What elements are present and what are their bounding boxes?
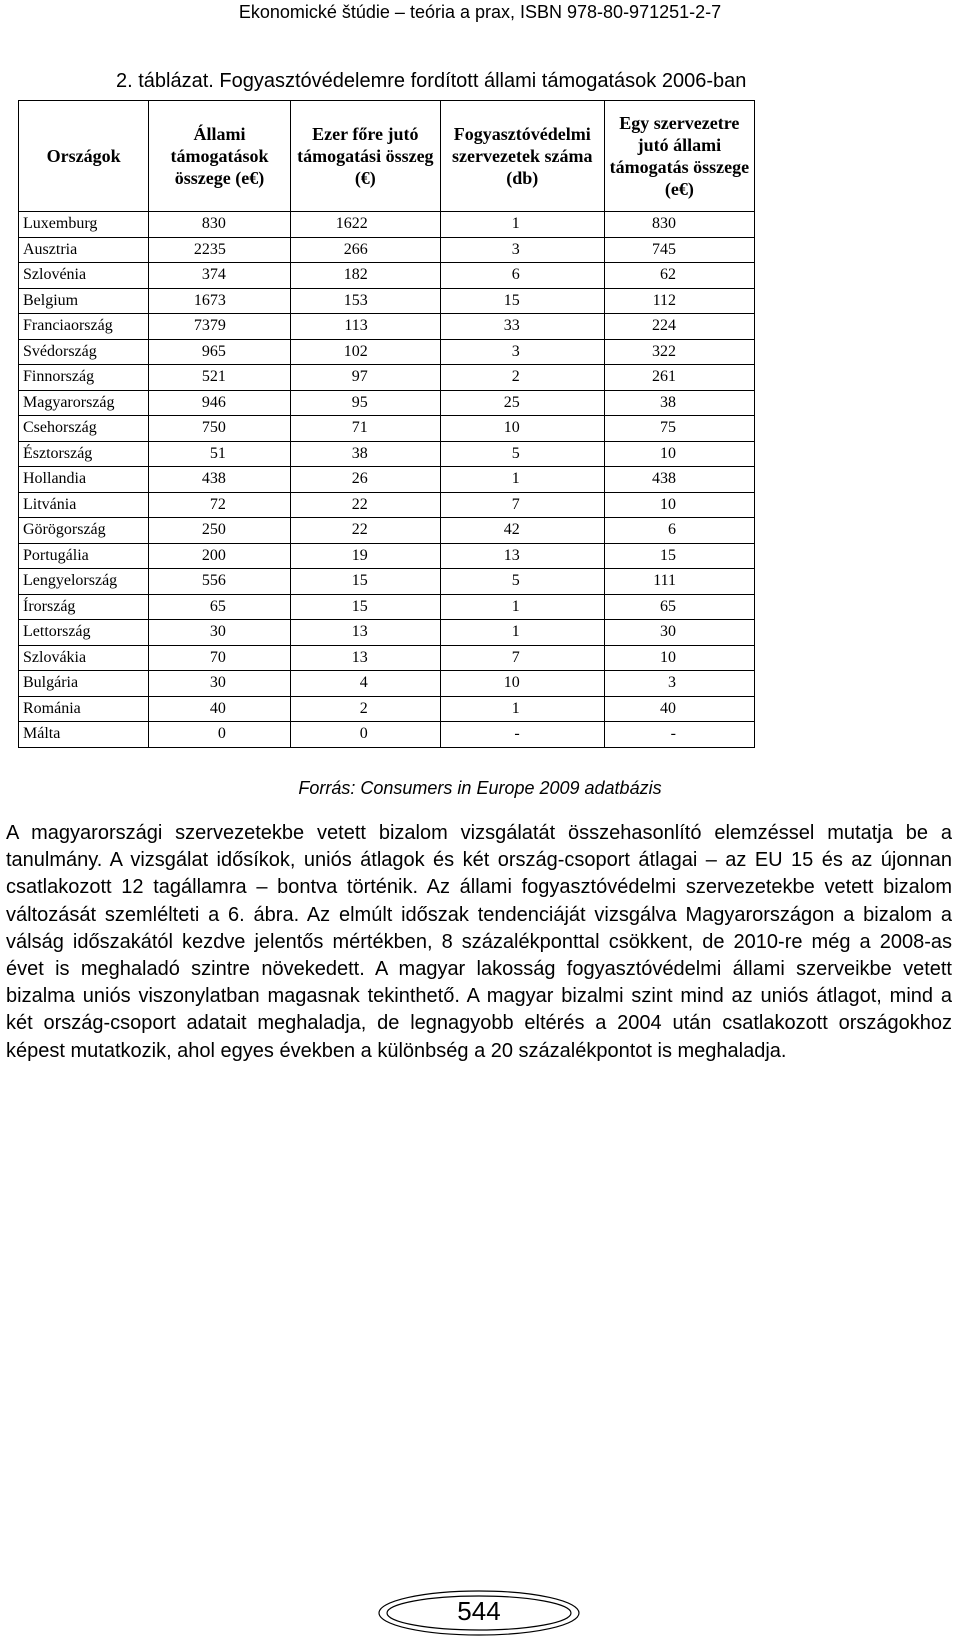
table-cell-value: 322	[604, 339, 754, 365]
table-cell-value: 200	[149, 543, 291, 569]
table-cell-value: 0	[149, 722, 291, 748]
table-cell-value: 3	[440, 237, 604, 263]
table-cell-country: Románia	[19, 696, 149, 722]
table-cell-value: 0	[290, 722, 440, 748]
table-cell-value: 2	[290, 696, 440, 722]
table-cell-value: 3	[604, 671, 754, 697]
table-cell-value: 112	[604, 288, 754, 314]
table-row	[19, 543, 755, 569]
table-header-row	[19, 101, 755, 212]
table-row	[19, 518, 755, 544]
table-cell-value: 10	[440, 416, 604, 442]
table-cell-value: 965	[149, 339, 291, 365]
page-number: 544	[457, 1596, 501, 1626]
running-header: Ekonomické štúdie – teória a prax, ISBN 978-80-971251-2-7	[238, 2, 722, 22]
table-row	[19, 416, 755, 442]
column-header-organisations: Fogyasztóvédelmi szervezetek száma (db)	[440, 101, 604, 212]
table-cell-country: Franciaország	[19, 314, 149, 340]
table-cell-value: 3	[440, 339, 604, 365]
table-cell-country: Finnország	[19, 365, 149, 391]
table-cell-value: 65	[604, 594, 754, 620]
table-cell-country: Litvánia	[19, 492, 149, 518]
table-cell-value: 10	[604, 645, 754, 671]
table-cell-value: 6	[440, 263, 604, 289]
table-cell-value: 26	[290, 467, 440, 493]
table-cell-value: 65	[149, 594, 291, 620]
table-cell-value: 153	[290, 288, 440, 314]
table-cell-country: Magyarország	[19, 390, 149, 416]
table-cell-value: 22	[290, 518, 440, 544]
page-number-ornament	[376, 1588, 582, 1638]
table-row	[19, 620, 755, 646]
table-cell-value: 13	[290, 645, 440, 671]
table-row	[19, 671, 755, 697]
table-row	[19, 314, 755, 340]
table-row	[19, 645, 755, 671]
table-cell-value: 13	[440, 543, 604, 569]
table-cell-value: 521	[149, 365, 291, 391]
table-cell-value: 22	[290, 492, 440, 518]
table-cell-country: Lengyelország	[19, 569, 149, 595]
table-row	[19, 212, 755, 238]
table-cell-value: 946	[149, 390, 291, 416]
table-row	[19, 467, 755, 493]
table-cell-value: 5	[440, 569, 604, 595]
table-cell-value: 556	[149, 569, 291, 595]
table-cell-country: Görögország	[19, 518, 149, 544]
table-cell-value: 102	[290, 339, 440, 365]
table-cell-value: 30	[604, 620, 754, 646]
table-cell-value: 438	[149, 467, 291, 493]
table-cell-value: 250	[149, 518, 291, 544]
table-cell-country: Portugália	[19, 543, 149, 569]
table-cell-value: 1	[440, 467, 604, 493]
table-row	[19, 441, 755, 467]
table-cell-value: 113	[290, 314, 440, 340]
table-cell-value: 438	[604, 467, 754, 493]
table-cell-country: Málta	[19, 722, 149, 748]
table-cell-country: Írország	[19, 594, 149, 620]
table-cell-value: 2	[440, 365, 604, 391]
table-source: Forrás: Consumers in Europe 2009 adatbázis	[298, 778, 662, 798]
table-cell-value: 15	[440, 288, 604, 314]
table-cell-value: 25	[440, 390, 604, 416]
table-cell-value: 830	[604, 212, 754, 238]
table-cell-country: Svédország	[19, 339, 149, 365]
table-cell-value: 15	[290, 569, 440, 595]
table-cell-value: 182	[290, 263, 440, 289]
table-cell-value: 374	[149, 263, 291, 289]
table-cell-value: 62	[604, 263, 754, 289]
table-cell-value: 7	[440, 492, 604, 518]
table-cell-value: 15	[604, 543, 754, 569]
table-cell-country: Lettország	[19, 620, 149, 646]
table-cell-value: 71	[290, 416, 440, 442]
table-row	[19, 288, 755, 314]
table-cell-value: 1	[440, 696, 604, 722]
table-cell-value: 111	[604, 569, 754, 595]
table-row	[19, 569, 755, 595]
table-cell-country: Belgium	[19, 288, 149, 314]
table-cell-value: 261	[604, 365, 754, 391]
table-cell-value: 745	[604, 237, 754, 263]
table-cell-value: 750	[149, 416, 291, 442]
table-body	[19, 212, 755, 748]
table-cell-value: 7	[440, 645, 604, 671]
column-header-per-thousand: Ezer főre jutó támogatási összeg (€)	[290, 101, 440, 212]
table-cell-value: 40	[149, 696, 291, 722]
column-header-per-organisation: Egy szervezetre jutó állami támogatás összege (e€)	[604, 101, 754, 212]
table-row	[19, 263, 755, 289]
table-cell-country: Szlovákia	[19, 645, 149, 671]
table-cell-value: 224	[604, 314, 754, 340]
table-row	[19, 492, 755, 518]
table-cell-value: 95	[290, 390, 440, 416]
table-cell-country: Bulgária	[19, 671, 149, 697]
table-cell-value: 33	[440, 314, 604, 340]
table-row	[19, 722, 755, 748]
table-cell-value: 1673	[149, 288, 291, 314]
table-cell-country: Szlovénia	[19, 263, 149, 289]
table-cell-value: 1	[440, 212, 604, 238]
table-cell-value: 830	[149, 212, 291, 238]
table-cell-value: 266	[290, 237, 440, 263]
table-cell-value: 5	[440, 441, 604, 467]
table-cell-country: Csehország	[19, 416, 149, 442]
table-cell-value: 4	[290, 671, 440, 697]
table-cell-value: -	[604, 722, 754, 748]
table-caption: 2. táblázat. Fogyasztóvédelemre fordított állami támogatások 2006-ban	[116, 70, 747, 92]
support-table	[18, 100, 755, 748]
column-header-countries: Országok	[19, 101, 149, 212]
table-cell-value: 15	[290, 594, 440, 620]
table-cell-value: 38	[604, 390, 754, 416]
table-row	[19, 237, 755, 263]
body-paragraph: A magyarországi szervezetekbe vetett bizalom vizsgálatát összehasonlító elemzéssel mutatja be a tanulmány. A vizsgálat idősíkok, uniós átlagok és két ország-csoport átlagai – az EU 15 és az újonnan csatlakozott 12 tagállamra – bontva történik. Az állami fogyasztóvédelmi szervezetekbe vetett bizalom változását szemlélteti a 6. ábra. Az elmúlt időszak tendenciáját vizsgálva Magyarországon a bizalom a válság időszakától kezdve jelentős mértékben, 8 százalékponttal csökkent, de 2010-re még a 2008-as évet is meghaladó szintre növekedett. A magyar lakosság fogyasztóvédelmi állami szerveikbe vetett bizalma uniós viszonylatban magasnak tekinthető. A magyar bizalmi szint mind az uniós átlagot, mind a két ország-csoport adatait meghaladja, de legnagyobb eltérés a 2004 után csatlakozott országokhoz képest mutatkozik, ahol egyes években a különbség a 20 százalékpontot is meghaladja.	[6, 822, 952, 1062]
table-cell-value: 10	[604, 441, 754, 467]
table-cell-value: 10	[604, 492, 754, 518]
column-header-state-support: Állami támogatások összege (e€)	[149, 101, 291, 212]
table-cell-value: 10	[440, 671, 604, 697]
table-row	[19, 339, 755, 365]
table-cell-country: Ausztria	[19, 237, 149, 263]
table-cell-value: 40	[604, 696, 754, 722]
table-cell-value: 72	[149, 492, 291, 518]
table-cell-value: -	[440, 722, 604, 748]
table-cell-value: 70	[149, 645, 291, 671]
table-row	[19, 594, 755, 620]
table-cell-value: 30	[149, 671, 291, 697]
table-cell-value: 6	[604, 518, 754, 544]
table-cell-value: 19	[290, 543, 440, 569]
table-cell-value: 51	[149, 441, 291, 467]
table-row	[19, 365, 755, 391]
table-row	[19, 390, 755, 416]
table-cell-value: 2235	[149, 237, 291, 263]
table-cell-country: Hollandia	[19, 467, 149, 493]
table-cell-value: 7379	[149, 314, 291, 340]
table-cell-country: Luxemburg	[19, 212, 149, 238]
table-cell-value: 1	[440, 594, 604, 620]
table-cell-value: 42	[440, 518, 604, 544]
table-cell-value: 1	[440, 620, 604, 646]
table-row	[19, 696, 755, 722]
table-cell-value: 1622	[290, 212, 440, 238]
table-cell-value: 75	[604, 416, 754, 442]
table-cell-value: 13	[290, 620, 440, 646]
table-cell-value: 30	[149, 620, 291, 646]
table-cell-value: 97	[290, 365, 440, 391]
table-cell-value: 38	[290, 441, 440, 467]
table-cell-country: Észtország	[19, 441, 149, 467]
